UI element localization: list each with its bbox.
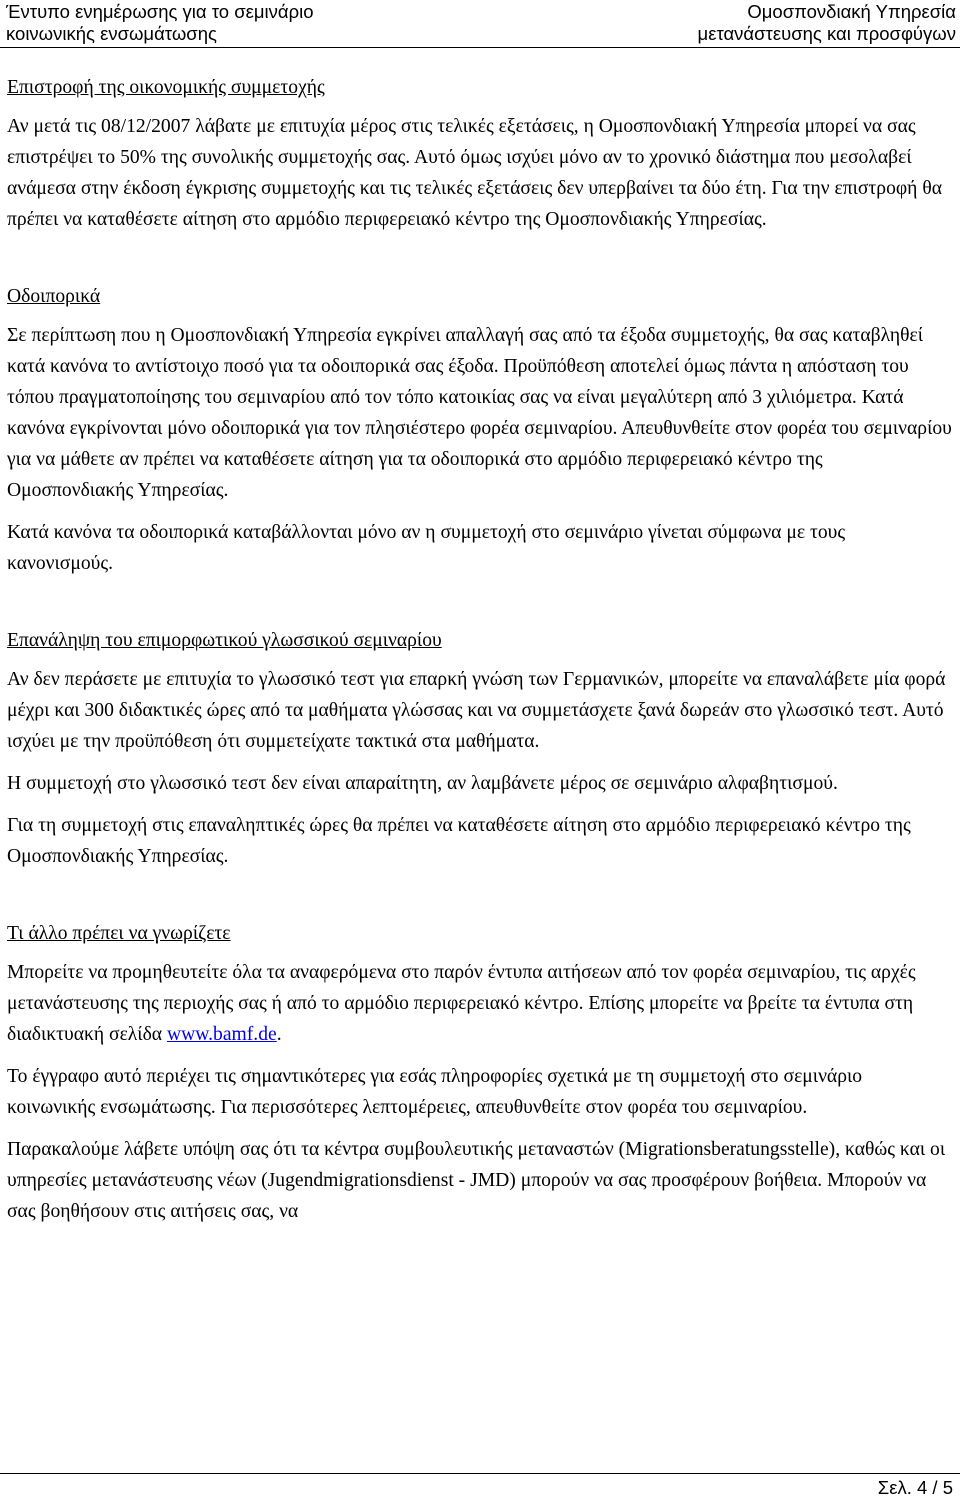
section-refund bbox=[7, 72, 953, 235]
course-repeat-paragraph-2: Η συμμετοχή στο γλωσσικό τεστ δεν είναι απαραίτητη, αν λαμβάνετε μέρος σε σεμινάριο αλφαβητισμού. bbox=[7, 773, 838, 794]
header-document-title-line1: Έντυπο ενημέρωσης για το σεμινάριο bbox=[6, 1, 314, 22]
other-info-paragraph-1-text: Μπορείτε να προμηθευτείτε όλα τα αναφερόμενα στο παρόν έντυπα αιτήσεων από τον φορέα σεμιναρίου, τις αρχές μετανάστευσης της περιοχής σας ή από το αρμόδιο περιφερειακό κέντρο. Επίσης μπορείτε να βρείτε τα έντυπα στη διαδικτυακή σελίδα bbox=[7, 962, 916, 1045]
course-repeat-paragraph-1: Αν δεν περάσετε με επιτυχία το γλωσσικό τεστ για επαρκή γνώση των Γερμανικών, μπορείτε να επαναλάβετε μία φορά μέχρι και 300 διδακτικές ώρες από τα μαθήματα γλώσσας και να συμμετάσχετε ξανά δωρεάν στο γλωσσικό τεστ. Αυτό ισχύει με την προϋπόθεση ότι συμμετείχατε τακτικά στα μαθήματα. bbox=[7, 669, 946, 752]
section-course-repeat bbox=[7, 625, 953, 872]
section-title-course-repeat: Επανάληψη του επιμορφωτικού γλωσσικού σεμιναρίου bbox=[7, 630, 442, 651]
header-left bbox=[6, 1, 314, 45]
page-number: Σελ. 4 / 5 bbox=[877, 1477, 953, 1498]
header-right bbox=[698, 1, 956, 45]
refund-paragraph: Αν μετά τις 08/12/2007 λάβατε με επιτυχία μέρος στις τελικές εξετάσεις, η Ομοσπονδιακή Υπηρεσία μπορεί να σας επιστρέψει το 50% της συνολικής συμμετοχής σας. Αυτό όμως ισχύει μόνο αν το χρονικό διάστημα που μεσολαβεί ανάμεσα στην έκδοση έγκρισης συμμετοχής και τις τελικές εξετάσεις δεν υπερβαίνει τα δύο έτη. Για την επιστροφή θα πρέπει να καταθέσετε αίτηση στο αρμόδιο περιφερειακό κέντρο της Ομοσπονδιακής Υπηρεσίας. bbox=[7, 116, 942, 230]
section-title-other-info: Τι άλλο πρέπει να γνωρίζετε bbox=[7, 923, 231, 944]
section-title-travel-costs: Οδοιπορικά bbox=[7, 286, 101, 307]
page-footer bbox=[0, 1473, 960, 1498]
page-header bbox=[0, 0, 960, 48]
header-document-title-line2: κοινωνικής ενσωμάτωσης bbox=[6, 23, 217, 44]
header-agency-line1: Ομοσπονδιακή Υπηρεσία bbox=[747, 1, 956, 22]
travel-costs-paragraph-2: Κατά κανόνα τα οδοιπορικά καταβάλλονται μόνο αν η συμμετοχή στο σεμινάριο γίνεται σύμφωνα με τους κανονισμούς. bbox=[7, 522, 846, 574]
bamf-website-link[interactable]: www.bamf.de bbox=[166, 1024, 277, 1045]
document-body bbox=[7, 72, 953, 1227]
course-repeat-paragraph-3: Για τη συμμετοχή στις επαναληπτικές ώρες θα πρέπει να καταθέσετε αίτηση στο αρμόδιο περιφερειακό κέντρο της Ομοσπονδιακής Υπηρεσίας. bbox=[7, 815, 911, 867]
section-other-info bbox=[7, 918, 953, 1227]
section-travel-costs bbox=[7, 281, 953, 579]
header-agency-line2: μετανάστευσης και προσφύγων bbox=[697, 23, 956, 44]
travel-costs-paragraph-1: Σε περίπτωση που η Ομοσπονδιακή Υπηρεσία εγκρίνει απαλλαγή σας από τα έξοδα συμμετοχής, θα σας καταβληθεί κατά κανόνα το αντίστοιχο ποσό για τα οδοιπορικά σας έξοδα. Προϋπόθεση αποτελεί όμως πάντα η απόσταση του τόπου πραγματοποίησης του σεμιναρίου από τον τόπο κατοικίας σας να είναι μεγαλύτερη από 3 χιλιόμετρα. Κατά κανόνα εγκρίνονται μόνο οδοιπορικά για τον πλησιέστερο φορέα σεμιναρίου. Απευθυνθείτε στον φορέα του σεμιναρίου για να μάθετε αν πρέπει να καταθέσετε αίτηση για τα οδοιπορικά στο αρμόδιο περιφερειακό κέντρο της Ομοσπονδιακής Υπηρεσίας. bbox=[7, 325, 952, 501]
other-info-paragraph-1 bbox=[7, 957, 953, 1050]
other-info-paragraph-2: Το έγγραφο αυτό περιέχει τις σημαντικότερες για εσάς πληροφορίες σχετικά με τη συμμετοχή στο σεμινάριο κοινωνικής ενσωμάτωσης. Για περισσότερες λεπτομέρειες, απευθυνθείτε στον φορέα του σεμιναρίου. bbox=[7, 1066, 863, 1118]
other-info-paragraph-1-end: . bbox=[276, 1024, 282, 1045]
other-info-paragraph-3: Παρακαλούμε λάβετε υπόψη σας ότι τα κέντρα συμβουλευτικής μεταναστών (Migrationsberatungsstelle), καθώς και οι υπηρεσίες μετανάστευσης νέων (Jugendmigrationsdienst - JMD) μπορούν να σας προσφέρουν βοήθεια. Μπορούν να σας βοηθήσουν στις αιτήσεις σας, να bbox=[7, 1139, 946, 1222]
section-title-refund: Επιστροφή της οικονομικής συμμετοχής bbox=[7, 77, 325, 98]
